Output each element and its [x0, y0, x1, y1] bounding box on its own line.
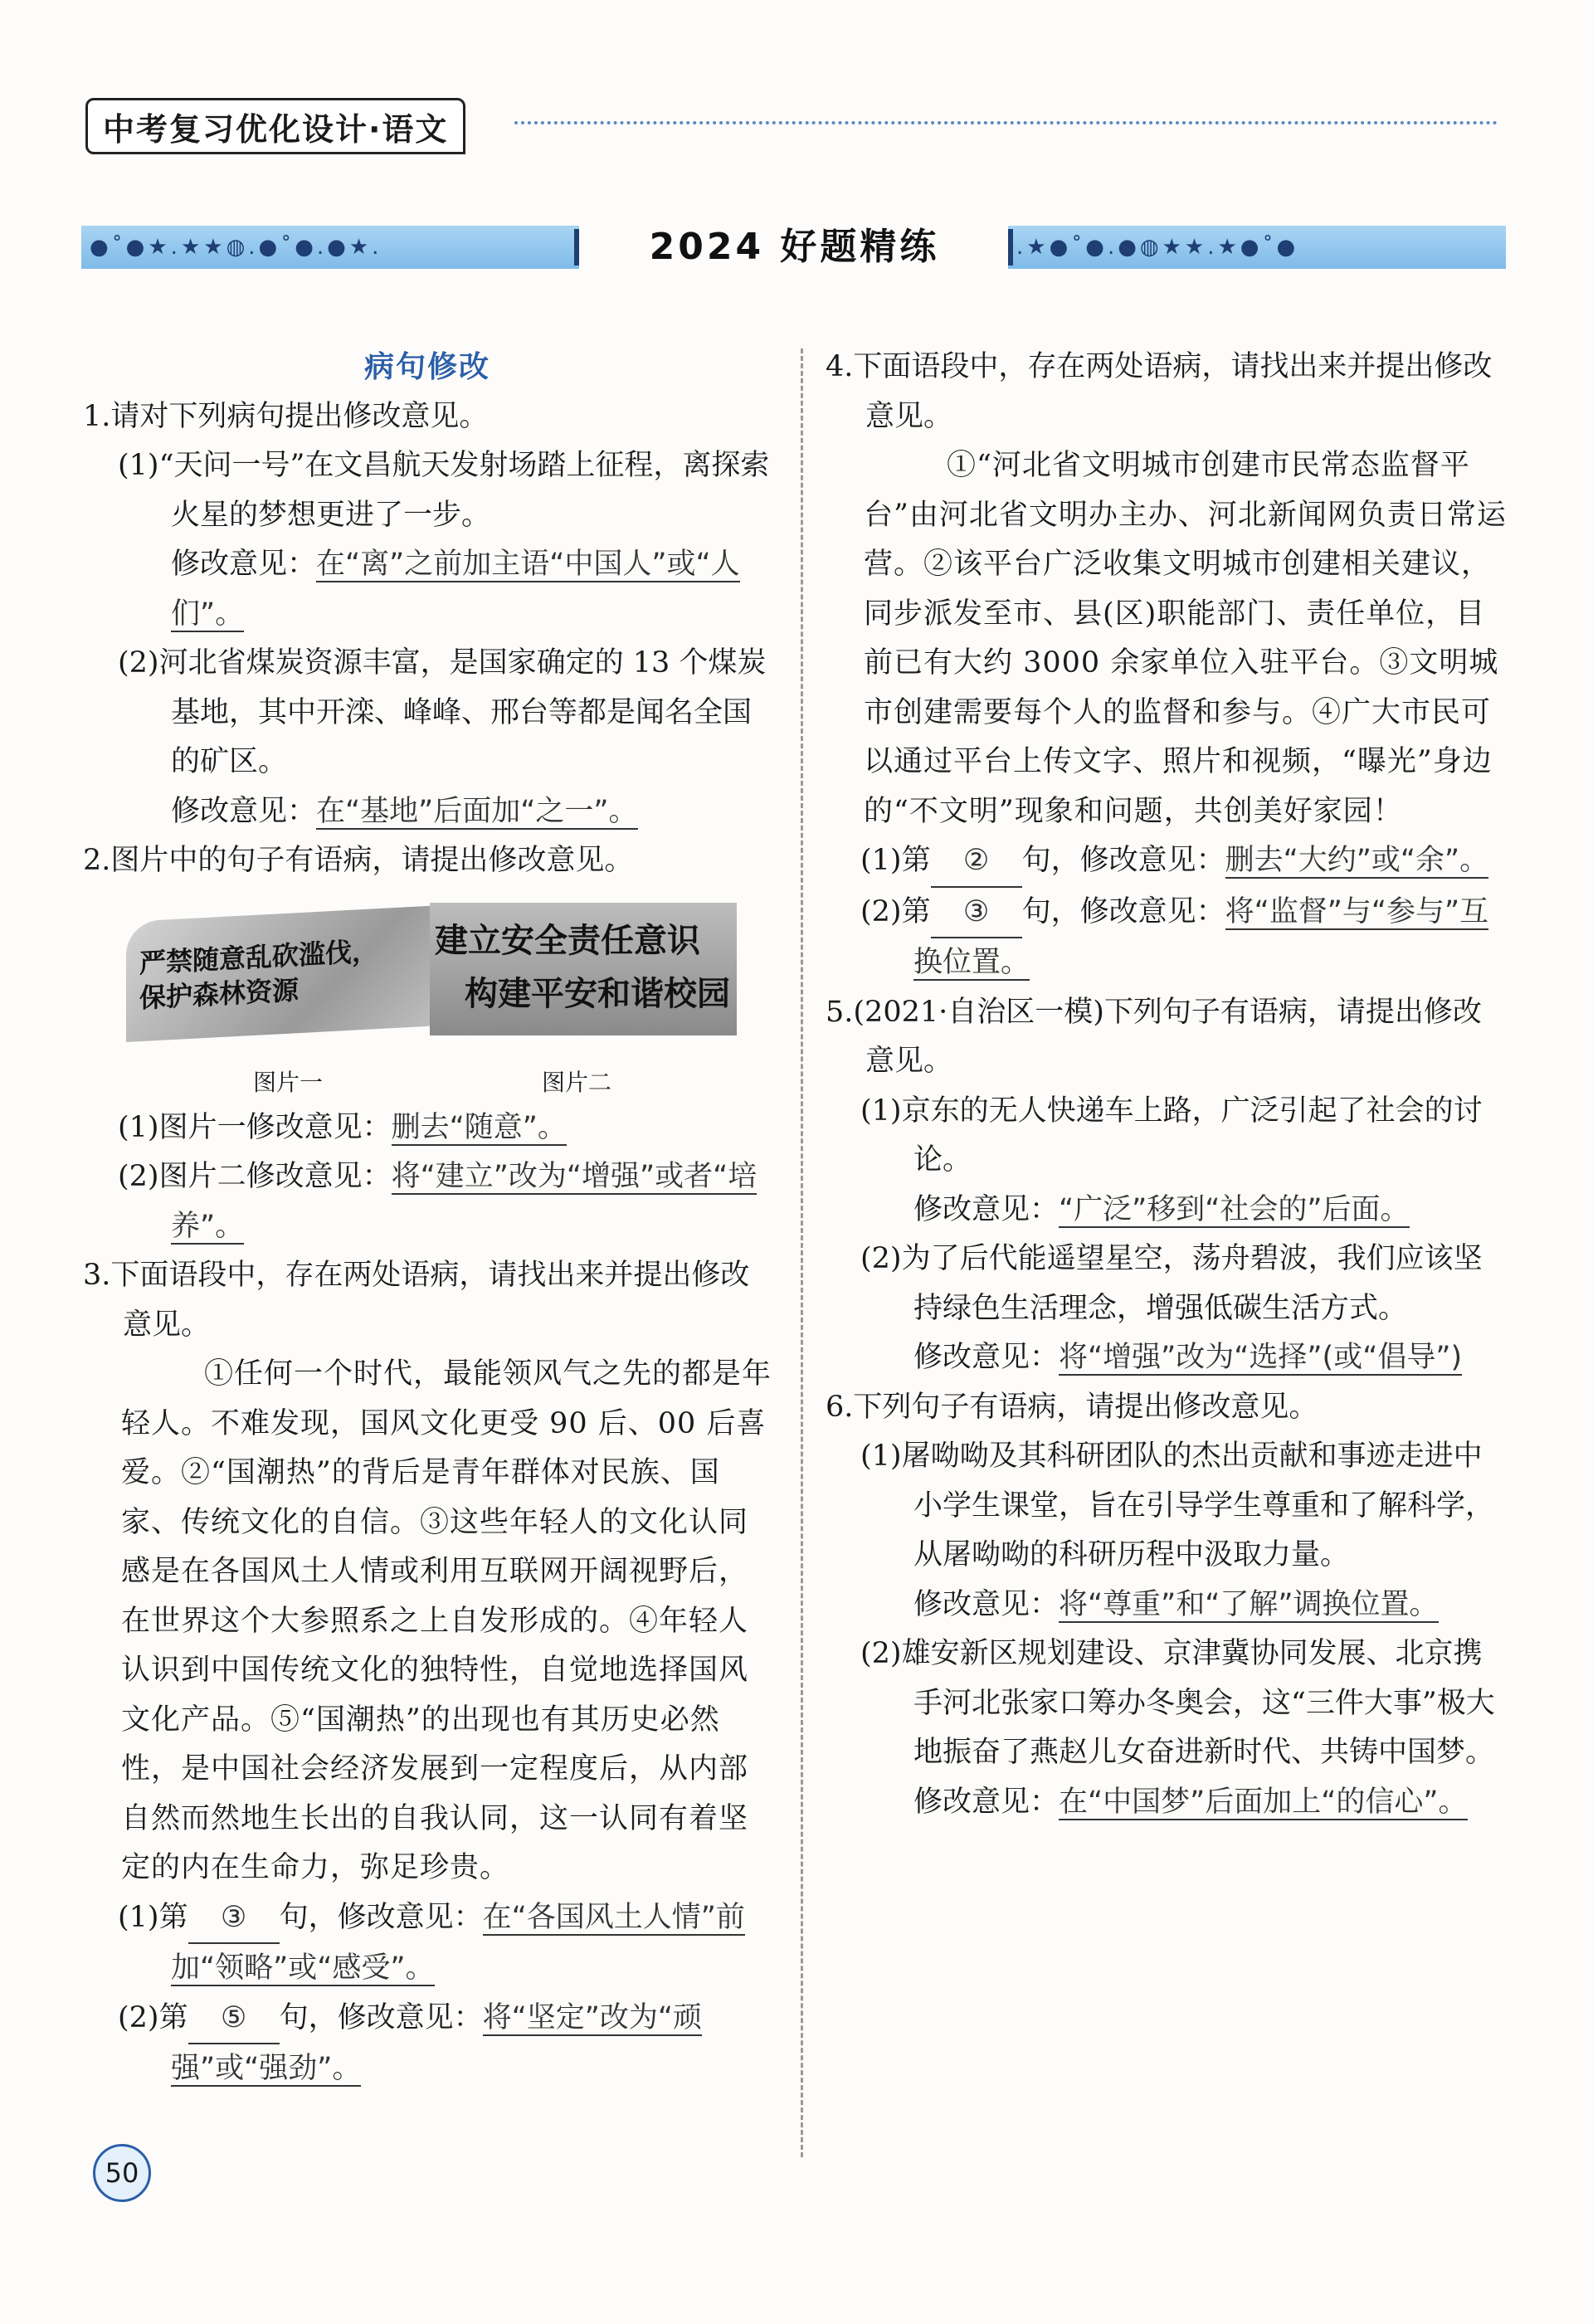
header-dotted-line — [514, 121, 1498, 124]
question-5-stem: 5.(2021·自治区一模)下列句子有语病，请提出修改意见。 — [826, 995, 1482, 1078]
question-4-passage: ①“河北省文明城市创建市民常态监督平台”由河北省文明办主办、河北新闻网负责日常运营。②该平台广泛收集文明城市创建相关建议，同步派发至市、县(区)职能部门、责任单位，目前已有大约 3000 余家单位入驻平台。③文明城市创建需要每个人的监督和参与。④广大市民可以通过平台上传文字、照片和视频，“曝光”身边的“不文明”现象和问题，共创美好家园！ — [864, 449, 1507, 828]
question-5-answer-1: 修改意见：“广泛”移到“社会的”后面。 — [913, 1192, 1410, 1226]
section-title: 病句修改 — [363, 350, 490, 384]
question-6-stem: 6.下列句子有语病，请提出修改意见。 — [826, 1390, 1318, 1424]
question-6-answer-1: 修改意见：将“尊重”和“了解”调换位置。 — [913, 1587, 1439, 1621]
banner-left-decoration — [81, 226, 579, 269]
question-5-sentence-2: (2)为了后代能遥望星空，荡舟碧波，我们应该坚持绿色生活理念，增强低碳生活方式。 — [860, 1242, 1483, 1325]
question-5-answer-2: 修改意见：将“增强”改为“选择”(或“倡导”) — [913, 1341, 1463, 1374]
question-1-answer-1: 修改意见：在“离”之前加主语“中国人”或“人们”。 — [171, 548, 740, 631]
question-1-sentence-1: (1)“天问一号”在文昌航天发射场踏上征程，离探索火星的梦想更进了一步。 — [118, 449, 770, 532]
picture-one-caption: 图片一 — [253, 1068, 324, 1096]
question-1-sentence-2: (2)河北省煤炭资源丰富，是国家确定的 13 个煤炭基地，其中开滦、峰峰、邢台等都是闻名全国的矿区。 — [118, 646, 767, 778]
star-decoration-icon: .★●˚●.●◍★★.★●˚● — [1016, 235, 1299, 260]
question-4-answer-2: (2)第 ③ 句，修改意见：将“监督”与“参与”互换位置。 — [826, 888, 1510, 988]
question-3-answer-2: (2)第 ⑤ 句，修改意见：将“坚定”改为“顽强”或“强劲”。 — [83, 1994, 772, 2094]
question-6-answer-2: 修改意见：在“中国梦”后面加上“的信心”。 — [913, 1785, 1468, 1819]
right-column — [826, 343, 1510, 1827]
question-4-answer-1: (1)第 ② 句，修改意见：删去“大约”或“余”。 — [826, 836, 1510, 888]
question-2-answer-2: (2)图片二修改意见：将“建立”改为“增强”或者“培养”。 — [118, 1160, 758, 1243]
question-3-stem: 3.下面语段中，存在两处语病，请找出来并提出修改意见。 — [83, 1259, 750, 1342]
question-3-passage: ①任何一个时代，最能领风气之先的都是年轻人。不难发现，国风文化更受 90 后、00 后喜爱。②“国潮热”的背后是青年群体对民族、国家、传统文化的自信。③这些年轻人的文化认同感是在各国风土人情或利用互联网开阔视野后，在世界这个大参照系之上自发形成的。④年轻人认识到中国传统文化的独特性，自觉地选择国风文化产品。⑤“国潮热”的出现也有其历史必然性，是中国社会经济发展到一定程度后，从内部自然而然地生长出的自我认同，这一认同有着坚定的内在生命力，弥足珍贵。 — [121, 1357, 772, 1884]
question-2-stem: 2.图片中的句子有语病，请提出修改意见。 — [83, 844, 634, 877]
question-2-answer-1: (1)图片一修改意见：删去“随意”。 — [118, 1110, 567, 1144]
question-2-images — [83, 896, 772, 1104]
question-4-stem: 4.下面语段中，存在两处语病，请找出来并提出修改意见。 — [826, 350, 1493, 433]
question-1-answer-2: 修改意见：在“基地”后面加“之一”。 — [171, 794, 638, 828]
column-divider — [801, 348, 803, 2157]
question-5-sentence-1: (1)京东的无人快递车上路，广泛引起了社会的讨论。 — [860, 1094, 1483, 1177]
question-3-answer-1: (1)第 ③ 句，修改意见：在“各国风土人情”前加“领略”或“感受”。 — [83, 1893, 772, 1994]
question-6-sentence-2: (2)雄安新区规划建设、京津冀协同发展、北京携手河北张家口筹办冬奥会，这“三件大事”极大地振奋了燕赵儿女奋进新时代、共铸中国梦。 — [860, 1637, 1495, 1769]
question-6-sentence-1: (1)屠呦呦及其科研团队的杰出贡献和事迹走进中小学生课堂，旨在引导学生尊重和了解科学，从屠呦呦的科研历程中汲取力量。 — [860, 1440, 1495, 1571]
question-1-stem: 1.请对下列病句提出修改意见。 — [83, 399, 489, 433]
banner-right-decoration — [1008, 226, 1506, 269]
banner-title: 2024 好题精练 — [649, 226, 940, 268]
star-decoration-icon: ●˚●★.★★◍.●˚●.●★. — [90, 235, 382, 260]
picture-two: 建立安全责任意识 构建平安和谐校园 — [430, 903, 737, 1035]
book-header: 中考复习优化设计·语文 — [85, 98, 465, 154]
left-column — [83, 343, 772, 2094]
picture-one: 严禁随意乱砍滥伐， 保护森林资源 — [126, 903, 475, 1041]
picture-two-caption: 图片二 — [542, 1068, 612, 1096]
page-number: 50 — [93, 2144, 151, 2202]
